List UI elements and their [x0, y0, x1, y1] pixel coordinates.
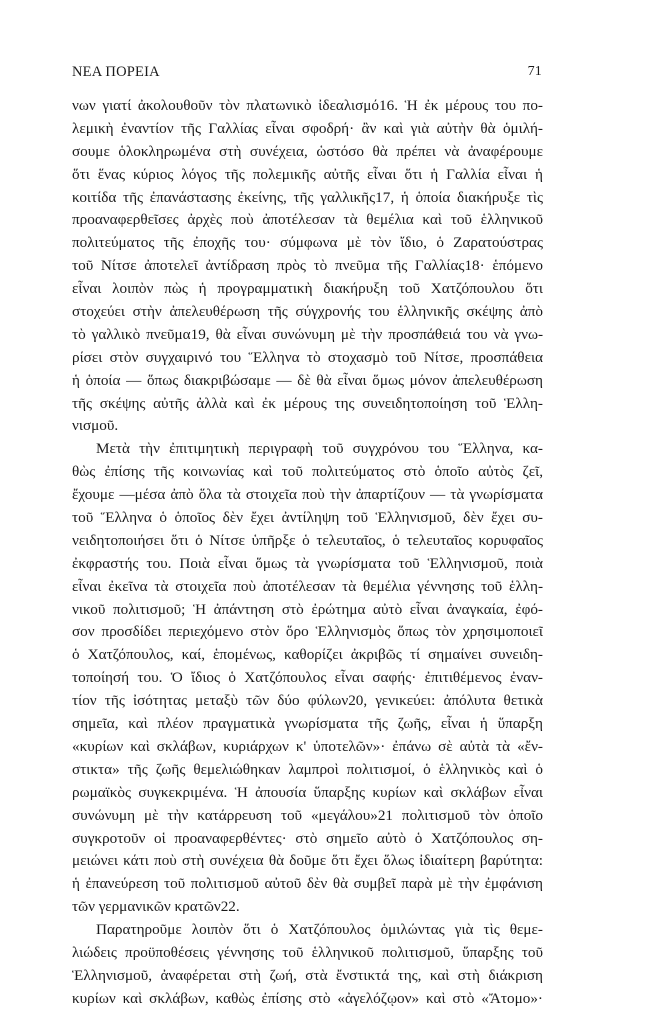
- text-line: τίον τῆς ἰσότητας μεταξὺ τῶν δύο φύλων20, γενικεύει: ἀπόλυτα θετικὰ: [72, 692, 543, 710]
- text-line: σουμε ὁλοκληρωμένα στὴ συνέχεια, ὡστόσο θὰ πρέπει νὰ ἀναφέρουμε: [72, 142, 543, 160]
- text-line: στικτα» τῆς ζωῆς θεμελιώθηκαν λαμπροὶ πολιτισμοί, ὁ ἑλληνικὸς καὶ ὁ: [72, 760, 543, 778]
- text-line: τῆς σκέψης αὐτῆς ἀλλὰ καὶ ἐκ μέρους της συνειδητοποίηση τοῦ Ἑλλη-: [72, 394, 543, 412]
- text-line: Ἑλληνισμοῦ, ἀναφέρεται στὴ ζωή, στὰ ἔνστικτά της, καὶ στὴ διάκριση: [72, 966, 543, 984]
- text-line: πολιτεύματος τῆς ἐποχῆς του· σύμφωνα μὲ τὸν ἴδιο, ὁ Ζαρατούστρας: [72, 234, 543, 252]
- text-line: σον προσδίδει περιεχόμενο στὸν ὅρο Ἑλληνισμὸς ὅπως τὸν χρησιμοποιεῖ: [72, 623, 543, 641]
- text-line: κυρίων καὶ σκλάβων, καθὼς ἐπίσης στὸ «ἀγελόζῳον» καὶ στὸ «Ἄτομο»·: [72, 989, 543, 1007]
- text-line: εἶναι ἐκεῖνα τὰ στοιχεῖα ποὺ ἀποτέλεσαν τὰ θεμέλια γέννησης τοῦ ἑλλη-: [72, 577, 543, 595]
- text-line: ὅτι ἕνας κύριος λόγος τῆς πολεμικῆς αὐτῆς εἶναι ὅτι ἡ Γαλλία εἶναι ἡ: [72, 165, 543, 183]
- text-line: ἐκφραστής του. Ποιὰ εἶναι ὅμως τὰ γνωρίσματα τοῦ Ἑλληνισμοῦ, ποιὰ: [72, 554, 543, 572]
- text-line: νων γιατί ἀκολουθοῦν τὸν πλατωνικὸ ἰδεαλισμό16. Ἡ ἐκ μέρους του πο-: [72, 97, 543, 114]
- text-line: τοῦ Ἕλληνα ὁ ὁποῖος δὲν ἔχει ἀντίληψη τοῦ Ἑλληνισμοῦ, δὲν ἔχει συ-: [72, 509, 543, 527]
- page-number: 71: [527, 64, 542, 79]
- text-line: νειδητοποιήσει ὅτι ὁ Νίτσε ὑπῆρξε ὁ τελευταῖος, ὁ τελευταῖος κορυφαῖος: [72, 531, 543, 549]
- text-line: Παρατηροῦμε λοιπὸν ὅτι ὁ Χατζόπουλος ὁμιλώντας γιὰ τὶς θεμε-: [96, 921, 543, 939]
- text-line: μειώνει κάτι ποὺ στὴ συνέχεια θὰ δοῦμε ὅτι ἔχει ὅλως ἰδιαίτερη βαρύτητα:: [72, 852, 543, 870]
- text-line: νισμοῦ.: [72, 417, 119, 435]
- text-line: εἶναι λοιπὸν πὼς ἡ προγραμματικὴ διακήρυξη τοῦ Χατζόπουλου ὅτι: [72, 280, 543, 298]
- text-line: προαναφερθεῖσες ἀρχὲς ποὺ ἀποτέλεσαν τὰ θεμέλια καὶ τοῦ ἑλληνικοῦ: [72, 211, 543, 229]
- text-line: συνώνυμη μὲ τὴν κατάρρευση τοῦ «μεγάλου»21 πολιτισμοῦ τὸν ὁποῖο: [72, 806, 543, 824]
- text-line: ἔχουμε —μέσα ἀπὸ ὅλα τὰ στοιχεῖα ποὺ τὴν ἀπαρτίζουν — τὰ γνωρίσματα: [72, 486, 543, 504]
- text-line: ὁ Χατζόπουλος, καί, ἑπομένως, καθορίζει ἀκριβῶς τί σημαίνει συνειδη-: [72, 646, 543, 664]
- text-line: συγκροτοῦν οἱ προαναφερθέντες· στὸ σημεῖο αὐτὸ ὁ Χατζόπουλος ση-: [72, 829, 543, 847]
- text-line: τοποίησή του. Ὁ ἴδιος ὁ Χατζόπουλος εἶναι σαφής· ἐπιτιθέμενος ἐναν-: [72, 669, 543, 687]
- text-line: κοιτίδα τῆς ἐπανάστασης ἐκείνης, τῆς γαλλικῆς17, ἡ ὁποία διακήρυξε τὶς: [72, 188, 543, 206]
- text-line: ρωμαϊκὸς συγκεκριμένα. Ἡ ἀπουσία ὕπαρξης κυρίων καὶ σκλάβων εἶναι: [72, 783, 543, 801]
- text-line: ἡ ὁποία — ὅπως διακριβώσαμε — δὲ θὰ εἶναι ὅμως μόνον ἀπελευθέρωση: [72, 371, 543, 389]
- text-line: λεμικὴ ἐναντίον τῆς Γαλλίας εἶναι σφοδρή· ἂν καὶ γιὰ αὐτὴν θὰ ὁμιλή-: [72, 119, 543, 137]
- text-line: λιώδεις προϋποθέσεις γέννησης τοῦ ἑλληνικοῦ πολιτισμοῦ, ὕπαρξης τοῦ: [72, 943, 543, 961]
- text-line: θὼς ἐπίσης τῆς κοινωνίας καὶ τοῦ πολιτεύματος στὸ ὁποῖο αὐτὸς ζεῖ,: [72, 463, 543, 481]
- text-line: ἡ ἐπανεύρεση τοῦ πολιτισμοῦ αὐτοῦ δὲν θὰ συμβεῖ παρὰ μὲ τὴν ἐμφάνιση: [72, 875, 543, 893]
- text-line: νικοῦ πολιτισμοῦ; Ἡ ἀπάντηση στὸ ἐρώτημα αὐτὸ εἶναι ἀναγκαία, ἐφό-: [72, 600, 543, 618]
- running-header: [72, 64, 542, 86]
- text-line: σημεῖα, καὶ πλέον πραγματικὰ γνωρίσματα τῆς ζωῆς, εἶναι ἡ ὕπαρξη: [72, 715, 543, 733]
- text-line: τῶν γερμανικῶν κρατῶν22.: [72, 898, 240, 916]
- running-title: ΝΕΑ ΠΟΡΕΙΑ: [72, 64, 160, 80]
- text-line: Μετὰ τὴν ἐπιτιμητικὴ περιγραφὴ τοῦ συγχρόνου του Ἕλληνα, κα-: [96, 440, 543, 458]
- text-line: στοχεύει στὴν ἀπελευθέρωση τῆς σύγχρονής του ἑλληνικῆς σκέψης ἀπὸ: [72, 303, 543, 321]
- text-line: «κυρίων καὶ σκλάβων, κυριάρχων κ' ὑποτελῶν»· ἐπάνω σὲ αὐτὰ τὰ «ἔν-: [72, 737, 543, 755]
- text-line: τὸ γαλλικὸ πνεῦμα19, θὰ εἶναι συνώνυμη μὲ τὴν προσπάθειά του νὰ γνω-: [72, 325, 543, 343]
- text-line: ρίσει στὸν συγχαιρινό του Ἕλληνα τὸ στοχασμὸ τοῦ Νίτσε, προσπάθεια: [72, 348, 543, 366]
- text-line: τοῦ Νίτσε ἀποτελεῖ ἀντίδραση πρὸς τὸ πνεῦμα τῆς Γαλλίας18· ἑπόμενο: [72, 257, 543, 275]
- body-text: [72, 95, 543, 1011]
